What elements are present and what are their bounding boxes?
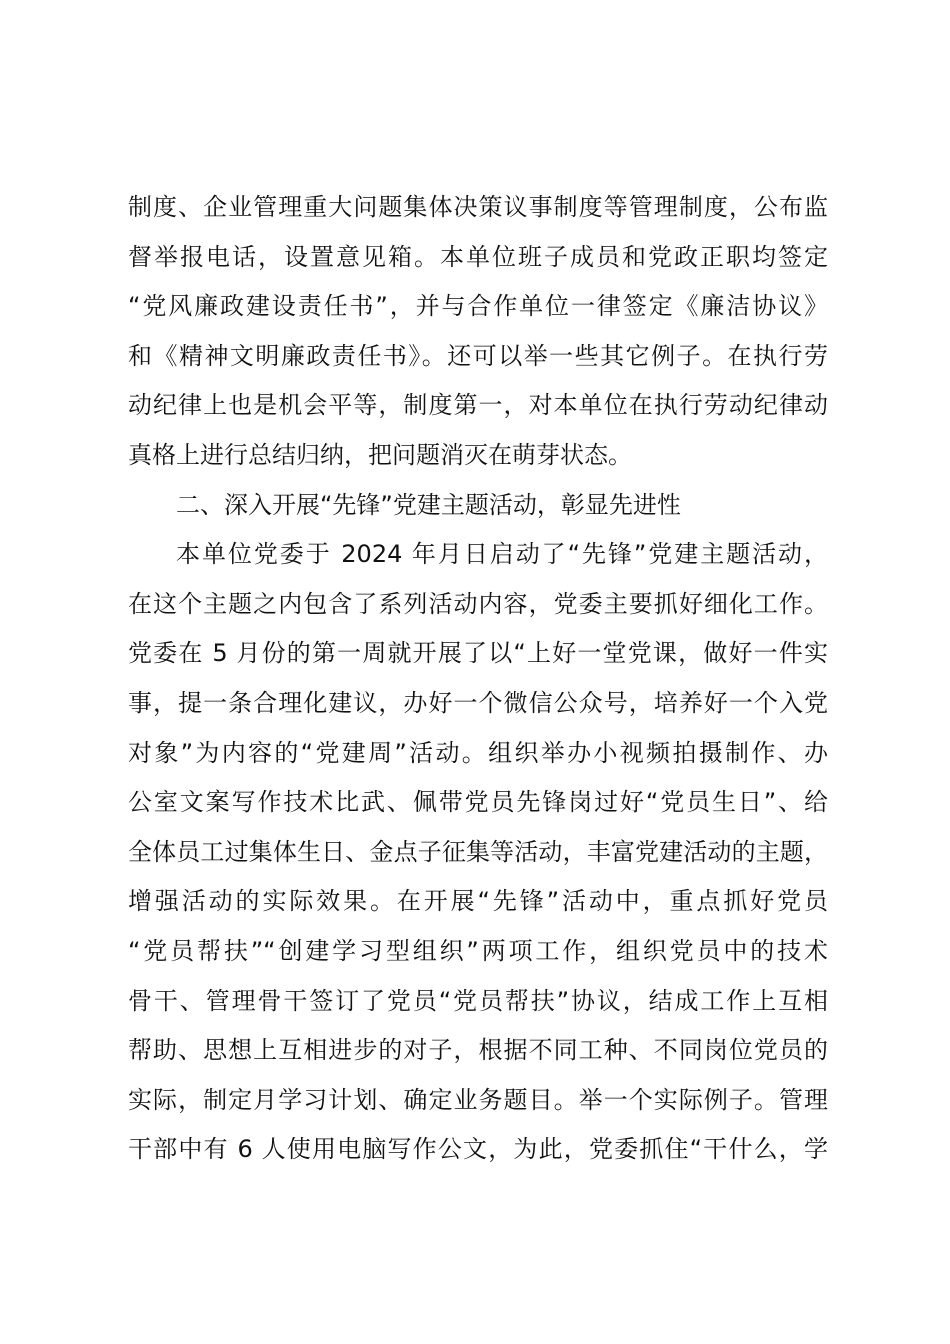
text-line: 督举报电话，设置意见箱。本单位班子成员和党政正职均签定 [128, 242, 828, 271]
text-line: 和《精神文明廉政责任书》。还可以举一些其它例子。在执行劳 [128, 341, 828, 370]
text-line: 动纪律上也是机会平等，制度第一，对本单位在执行劳动纪律动 [128, 391, 828, 420]
text-line: 增强活动的实际效果。在开展“先锋”活动中，重点抓好党员 [128, 887, 828, 916]
text-line: 在这个主题之内包含了系列活动内容，党委主要抓好细化工作。 [128, 589, 828, 618]
text-line: “党风廉政建设责任书”，并与合作单位一律签定《廉洁协议》 [128, 292, 828, 321]
text-line: 制度、企业管理重大问题集体决策议事制度等管理制度，公布监 [128, 193, 828, 221]
text-line: 本单位党委于 2024 年月日启动了“先锋”党建主题活动， [176, 540, 828, 569]
text-line: 实际，制定月学习计划、确定业务题目。举一个实际例子。管理 [128, 1085, 828, 1114]
body-text [128, 183, 828, 1175]
text-line: 帮助、思想上互相进步的对子，根据不同工种、不同岗位党员的 [128, 1036, 828, 1065]
section-heading: 二、深入开展“先锋”党建主题活动，彰显先进性 [176, 490, 681, 519]
text-line: 公室文案写作技术比武、佩带党员先锋岗过好“党员生日”、给 [128, 788, 828, 817]
text-line: 真格上进行总结归纳，把问题消灭在萌芽状态。 [128, 440, 632, 469]
text-line: 骨干、管理骨干签订了党员“党员帮扶”协议，结成工作上互相 [128, 986, 828, 1015]
text-line: 党委在 5 月份的第一周就开展了以“上好一堂党课，做好一件实 [128, 639, 828, 668]
text-line: 对象”为内容的“党建周”活动。组织举办小视频拍摄制作、办 [128, 738, 828, 767]
text-line: “党员帮扶”“创建学习型组织”两项工作，组织党员中的技术 [128, 936, 828, 965]
text-line: 全体员工过集体生日、金点子征集等活动，丰富党建活动的主题， [128, 837, 828, 866]
text-line: 干部中有 6 人使用电脑写作公文，为此，党委抓住“干什么，学 [128, 1135, 828, 1164]
text-line: 事，提一条合理化建议，办好一个微信公众号，培养好一个入党 [128, 688, 828, 717]
